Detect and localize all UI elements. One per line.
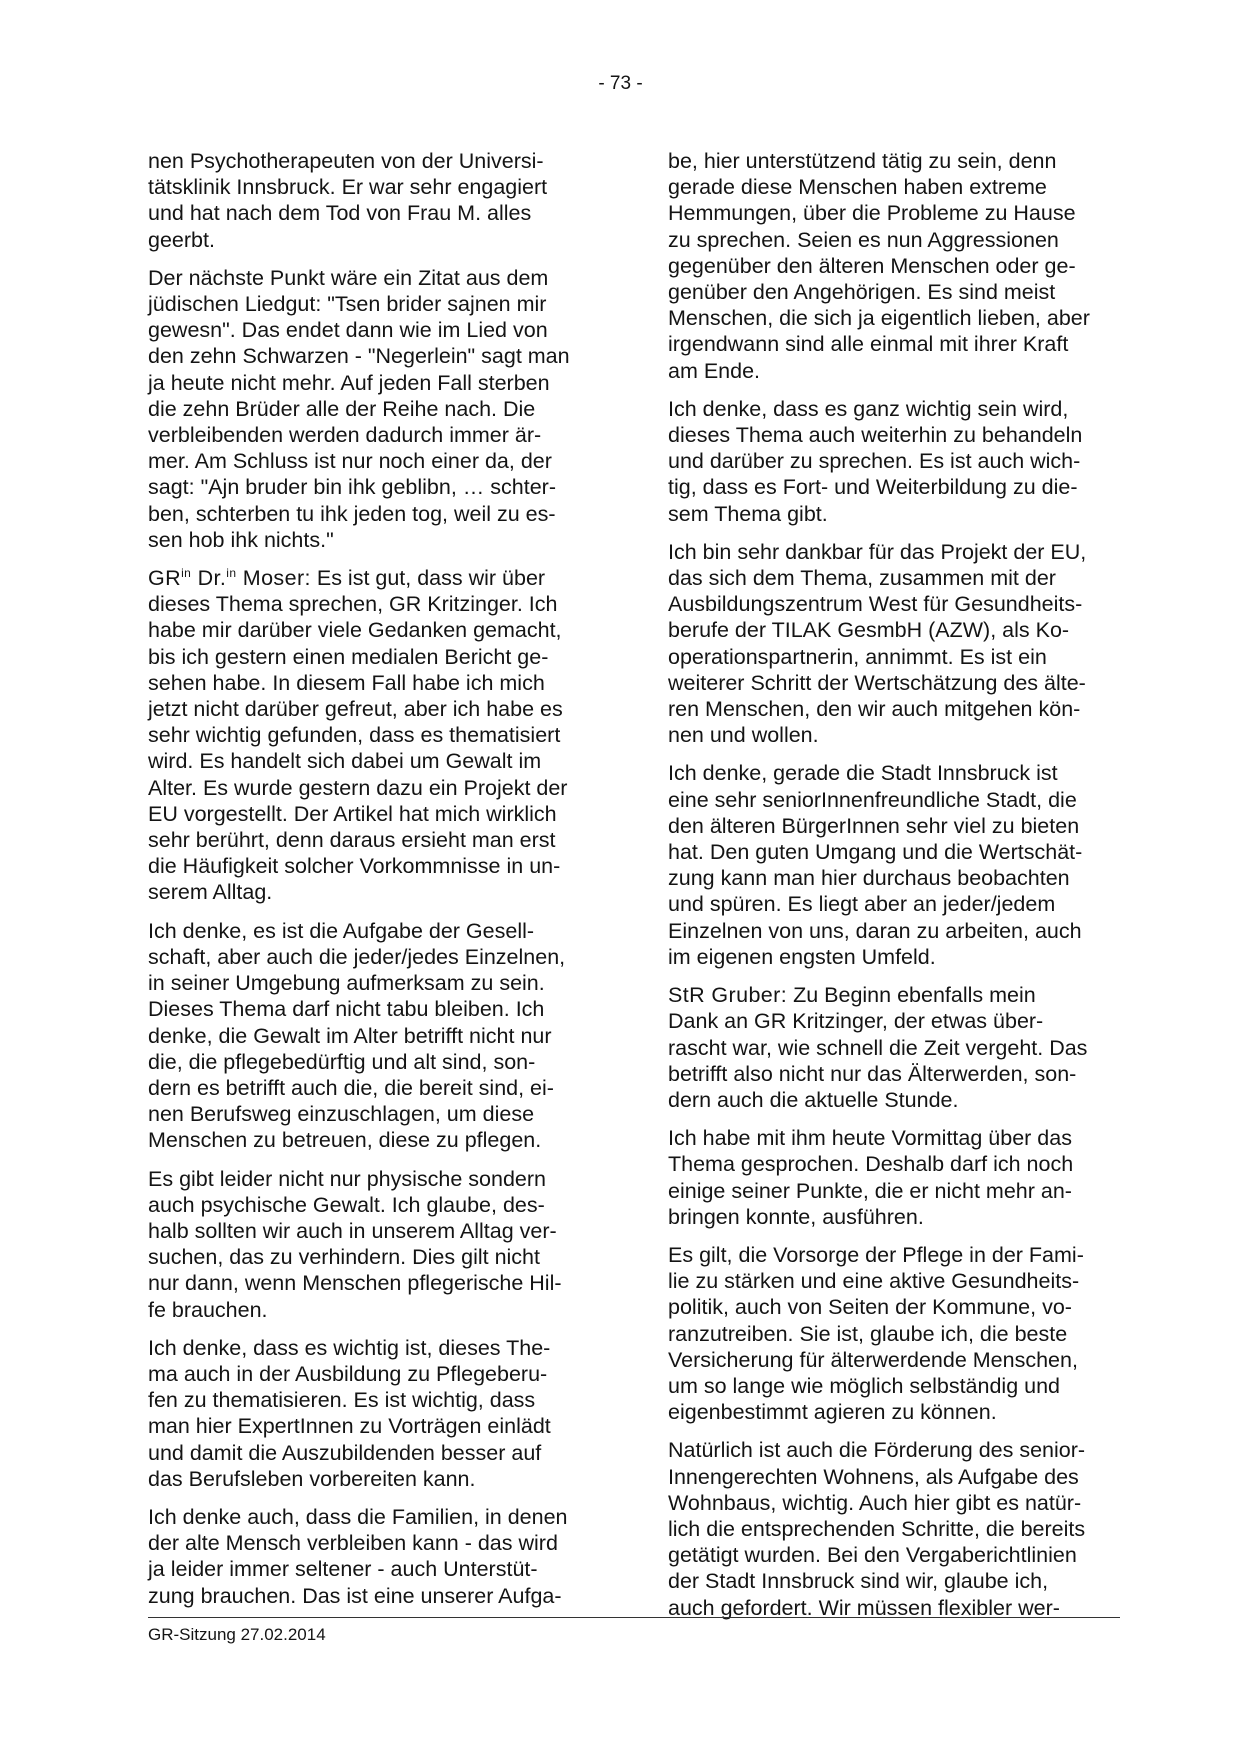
paragraph: Es gilt, die Vorsorge der Pflege in der Fami- lie zu stärken und eine aktive Gesundheits- politik, auch von Seiten der Kommune, vo- ranzutreiben. Sie ist, glaube ich, die beste Versicherung für älterwerdende Menschen, um so lange wie möglich selbständig und eigenbestimmt agieren zu können. bbox=[668, 1242, 1084, 1425]
speaker-paragraph bbox=[148, 565, 600, 906]
speaker-paragraph bbox=[668, 982, 1120, 1113]
paragraph: Der nächste Punkt wäre ein Zitat aus dem jüdischen Liedgut: "Tsen brider sajnen mir gewesn". Das endet dann wie im Lied von den zehn Schwarzen - "Negerlein" sagt man ja heute nicht mehr. Auf jeden Fall sterben die zehn Brüder alle der Reihe nach. Die verbleibenden werden dadurch immer är- mer. Am Schluss ist nur noch einer da, der sagt: "Ajn bruder bin ihk geblibn, … schter- ben, schterben tu ihk jeden tog, weil zu es- sen hob ihk nichts." bbox=[148, 265, 570, 552]
speaker-name: StR Gruber: bbox=[668, 983, 788, 1008]
paragraph: Ich habe mit ihm heute Vormittag über das Thema gesprochen. Deshalb darf ich noch einige seiner Punkte, die er nicht mehr an- bringen konnte, ausführen. bbox=[668, 1126, 1074, 1229]
speaker-title: GR bbox=[148, 566, 182, 591]
speaker-degree-suffix: in bbox=[226, 565, 237, 580]
footer-divider bbox=[148, 1617, 1120, 1618]
paragraph: Ich denke, es ist die Aufgabe der Gesell- schaft, aber auch die jeder/jedes Einzelnen, in seiner Umgebung aufmerksam zu sein. Dieses Thema darf nicht tabu bleiben. Ich denke, die Gewalt im Alter betrifft nicht nur die, die pflegebedürftig und alt sind, son- dern es betrifft auch die, die bereit sind, ei- nen Berufsweg einzuschlagen, um diese Menschen zu betreuen, diese zu pflegen. bbox=[148, 918, 566, 1153]
footer-session-date: GR-Sitzung 27.02.2014 bbox=[148, 1625, 326, 1644]
paragraph: Ich denke, dass es wichtig ist, dieses The- ma auch in der Ausbildung zu Pflegeberu- fen zu thematisieren. Es ist wichtig, dass man hier ExpertInnen zu Vorträgen einlädt und damit die Auszubildenden besser auf das Berufsleben vorbereiten kann. bbox=[148, 1335, 551, 1491]
paragraph: Es gibt leider nicht nur physische sondern auch psychische Gewalt. Ich glaube, des- halb sollten wir auch in unserem Alltag ver- suchen, das zu verhindern. Dies gilt nicht nur dann, wenn Menschen pflegerische Hil- fe brauchen. bbox=[148, 1166, 562, 1322]
paragraph: nen Psychotherapeuten von der Universi- tätsklinik Innsbruck. Er war sehr engagiert und hat nach dem Tod von Frau M. alles geerbt. bbox=[148, 149, 548, 252]
speech-text: Zu Beginn ebenfalls mein Dank an GR Kritzinger, der etwas über- rascht war, wie schnell die Zeit vergeht. Das betrifft also nicht nur das Älterwerden, son- dern auch die aktuelle Stunde. bbox=[668, 983, 1088, 1112]
paragraph: Natürlich ist auch die Förderung des senior- Innengerechten Wohnens, als Aufgabe des Wohnbaus, wichtig. Auch hier gibt es natür- lich die entsprechenden Schritte, die bereits getätigt wurden. Bei den Vergaberichtlinien der Stadt Innsbruck sind wir, glaube ich, auch gefordert. Wir müssen flexibler wer- bbox=[668, 1438, 1086, 1620]
paragraph: Ich denke, dass es ganz wichtig sein wird, dieses Thema auch weiterhin zu behandeln und darüber zu sprechen. Es ist auch wich- tig, dass es Fort- und Weiterbildung zu die- sem Thema gibt. bbox=[668, 396, 1083, 526]
paragraph: be, hier unterstützend tätig zu sein, denn gerade diese Menschen haben extreme Hemmungen, über die Probleme zu Hause zu sprechen. Seien es nun Aggressionen gegenüber den älteren Menschen oder ge- genüber den Angehörigen. Es sind meist Menschen, die sich ja eigentlich lieben, aber irgendwann sind alle einmal mit ihrer Kraft am Ende. bbox=[668, 149, 1090, 383]
speaker-title-suffix: in bbox=[181, 565, 192, 580]
speaker-name bbox=[148, 566, 311, 590]
speech-text: Es ist gut, dass wir über dieses Thema sprechen, GR Kritzinger. Ich habe mir darüber viele Gedanken gemacht, bis ich gestern einen medialen Bericht ge- sehen habe. In diesem Fall habe ich mich jetzt nicht darüber gefreut, aber ich habe es sehr wichtig gefunden, dass es thematisiert wird. Es handelt sich dabei um Gewalt im Alter. Es wurde gestern dazu ein Projekt der EU vorgestellt. Der Artikel hat mich wirklich sehr berührt, denn daraus ersieht man erst die Häufigkeit solcher Vorkommnisse in un- serem Alltag. bbox=[148, 566, 568, 905]
paragraph: Ich bin sehr dankbar für das Projekt der EU, das sich dem Thema, zusammen mit der Ausbildungszentrum West für Gesundheits- berufe der TILAK GesmbH (AZW), als Ko- operationspartnerin, annimmt. Es ist ein weiterer Schritt der Wertschätzung des älte- ren Menschen, den wir auch mitgehen kön- nen und wollen. bbox=[668, 539, 1087, 748]
paragraph: Ich denke auch, dass die Familien, in denen der alte Mensch verbleiben kann - das wird ja leider immer seltener - auch Unterstüt- zung brauchen. Das ist eine unserer Aufga- bbox=[148, 1504, 568, 1608]
left-column bbox=[148, 148, 600, 1621]
page-number: - 73 - bbox=[598, 73, 643, 94]
speaker-degree: Dr. bbox=[191, 566, 227, 591]
right-column bbox=[668, 148, 1120, 1633]
speaker-surname: Moser: bbox=[236, 566, 311, 591]
paragraph: Ich denke, gerade die Stadt Innsbruck ist eine sehr seniorInnenfreundliche Stadt, die den älteren BürgerInnen sehr viel zu bieten hat. Den guten Umgang und die Wertschät- zung kann man hier durchaus beobachten und spüren. Es liegt aber an jeder/jedem Einzelnen von uns, daran zu arbeiten, auch im eigenen engsten Umfeld. bbox=[668, 761, 1083, 969]
